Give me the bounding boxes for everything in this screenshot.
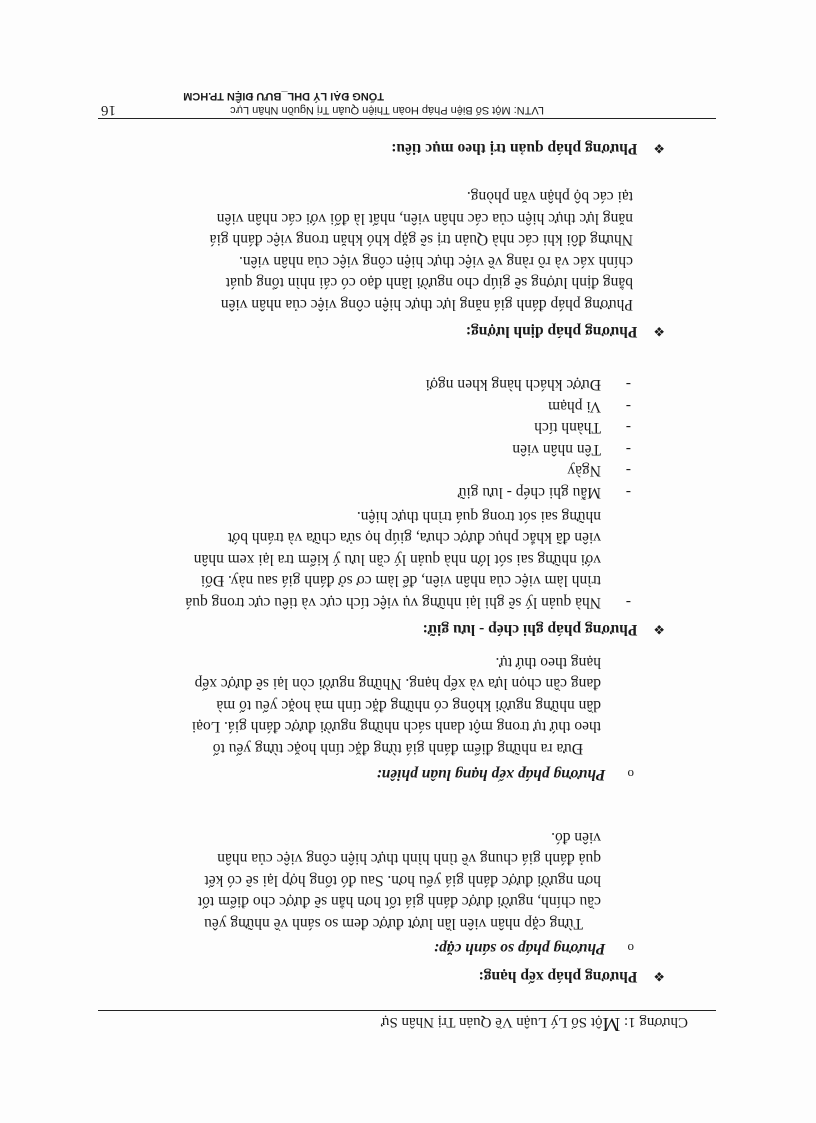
list-item [426,460,631,482]
list-item [426,438,631,460]
list-item [426,373,631,395]
paragraph-line: Phương pháp đánh giá năng lực thực hiện công việc của nhân viên [220,296,633,313]
paragraph-line: bằng định lượng sẽ giúp cho người lãnh đạo có cái nhìn tổng quát [225,274,633,292]
footer-page-number: 16 [101,102,116,118]
dash-bullet: - [625,594,631,611]
dash-bullet: - [625,419,631,437]
footer-thesis-title: LVTN: Một Số Biện Pháp Hoàn Thiện Quản Trị Nguồn Nhân Lực [230,104,544,116]
quant-paragraph [98,185,633,315]
circle-bullet-icon: o [627,767,634,782]
paragraph-line: Nhưng đôi khi các nhà Quản trị sẽ gặp khó khăn trong việc đánh giá [209,231,633,249]
paragraph-line: theo thứ tự trong một danh sách những người được đánh giá. Loại [191,718,601,736]
diamond-bullet-icon: ❖ [653,141,665,156]
record-form-list [426,373,631,503]
paragraph-line: Đưa ra những điểm đánh giá từng đặc tính hoặc từng yếu tố [212,740,583,757]
list-item [426,481,631,503]
form-title: Mẫu ghi chép - lưu giữ [458,484,601,501]
form-item: Vi phạm [548,397,601,415]
footer-rule [98,118,716,119]
paragraph-line: quả đánh giá chung về tình hình thực hiện công việc của nhân [217,850,601,868]
compare-heading-text: Phương pháp so sánh cặp: [433,940,606,957]
header-rule [98,1010,716,1011]
chapter-header [381,1012,688,1035]
compare-paragraph [98,826,601,934]
paragraph-line: Nhà quản lý sẽ ghi lại những vụ việc tích cực và tiêu cực trong quá [185,594,601,611]
paragraph-line: Từng cặp nhân viên lần lượt được đem so sánh về những yêu [204,915,583,932]
list-item [426,395,631,417]
objective-section-heading [391,139,665,157]
paragraph-line: trình làm việc của nhân viên, để làm cơ sở đánh giá sau này. Đối [200,572,601,590]
rotation-paragraph [98,651,601,759]
form-item: Thành tích [534,419,601,437]
form-item: Tên nhân viên [512,440,601,458]
paragraph-line: đang cần chọn lựa và xếp hạng. Những người còn lại sẽ được xếp [194,675,601,693]
dash-bullet: - [625,397,631,415]
chapter-prefix: Chương 1: [620,1014,688,1030]
record-section-heading [423,620,665,638]
diamond-bullet-icon: ❖ [653,969,665,984]
paragraph-line: dần những người không có những đặc tính mà hoặc yếu tố mà [216,696,601,714]
dash-bullet: - [625,440,631,458]
record-paragraph [98,505,601,613]
quant-section-heading [466,322,665,340]
diamond-bullet-icon: ❖ [653,622,665,637]
paragraph-line: viên đó. [551,828,601,846]
record-dash [626,591,631,613]
paragraph-line: chính xác và rõ ràng về việc thực hiện công việc của nhân viên. [238,252,633,270]
paragraph-line: tại các bộ phận văn phòng. [466,188,633,206]
paragraph-line: hơn người được đánh giá yếu hơn. Sau đó tổng hợp lại sẽ có kết [204,871,601,889]
compare-subheading [434,939,634,957]
ranking-heading-text: Phương pháp xếp hạng: [478,968,638,985]
record-heading-text: Phương pháp ghi chép - lưu giữ: [422,621,638,638]
chapter-title: ột Số Lý Luận Về Quản Trị Nhân Sự [381,1014,603,1030]
dash-bullet: - [625,484,631,501]
form-item: Được khách hàng khen ngợi [425,376,601,394]
paragraph-line: viên đã khắc phục được chưa, giúp họ sửa chữa và tránh bớt [227,529,601,547]
quant-heading-text: Phương pháp định lượng: [465,323,638,340]
paragraph-line: cầu chính, người được đánh giá tốt hơn hẳn sẽ được cho điểm tốt [197,893,601,911]
dash-bullet: - [625,376,631,394]
rotation-subheading [376,765,634,783]
paragraph-line: năng lực thực hiện của các nhân viên, nhất là đối với các nhân viên [216,209,633,227]
paragraph-line: với những sai sót lớn nhà quản lý cần lưu ý kiểm tra lại xem nhân [193,550,601,568]
objective-heading-text: Phương pháp quản trị theo mục tiêu: [391,140,638,157]
circle-bullet-icon: o [627,941,634,956]
diamond-bullet-icon: ❖ [653,324,665,339]
dash-bullet: - [625,462,631,480]
paragraph-line: hạng theo thứ tự. [495,653,601,671]
paragraph-line: những sai sót trong quá trình thực hiện. [356,507,601,525]
footer-company: TỔNG ĐẠI LÝ DHL_BƯU ĐIỆN TP.HCM [183,90,384,102]
ranking-section-heading [479,967,665,985]
chapter-initial: M [602,1013,621,1035]
list-item [426,417,631,439]
rotation-heading-text: Phương pháp xếp hạng luân phiên: [376,766,606,783]
form-item: Ngày [567,462,601,480]
